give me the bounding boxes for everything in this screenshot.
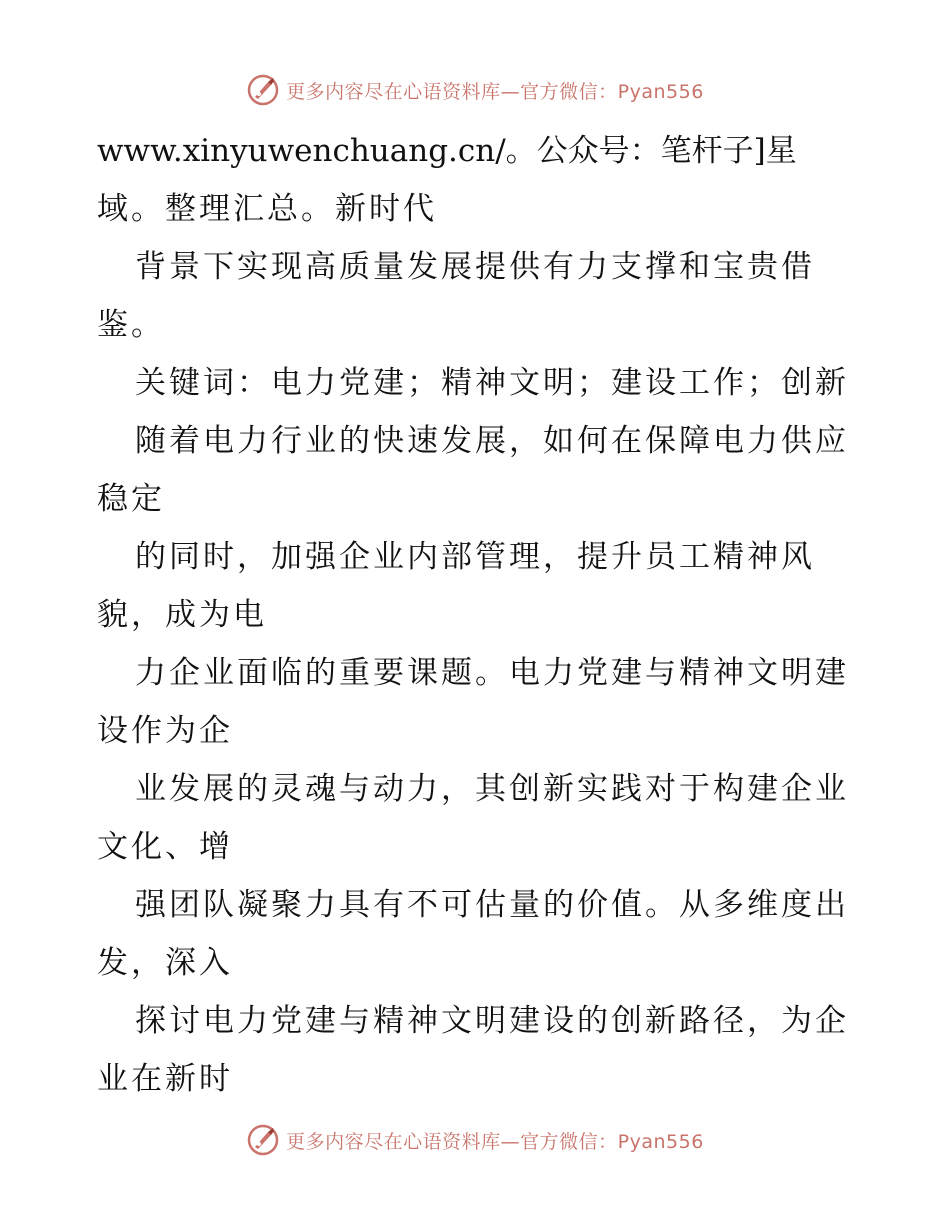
keywords-line: 关键词：电力党建；精神文明；建设工作；创新	[135, 365, 849, 401]
text-line: 的同时，加强企业内部管理，提升员工精神风	[135, 539, 815, 575]
footer-banner-text: 更多内容尽在心语资料库—官方微信：Pyan556	[286, 1130, 704, 1153]
header-banner-text: 更多内容尽在心语资料库—官方微信：Pyan556	[286, 80, 704, 103]
text-line: 力企业面临的重要课题。电力党建与精神文明建	[135, 655, 849, 691]
text-line: 文化、增	[97, 829, 233, 865]
document-body	[97, 122, 887, 1108]
text-line: 探讨电力党建与精神文明建设的创新路径，为企	[135, 1003, 849, 1039]
footer-banner	[0, 1120, 950, 1160]
text-line: 业在新时	[97, 1061, 233, 1097]
text-line: 鉴。	[97, 307, 165, 343]
text-line: 貌，成为电	[97, 597, 267, 633]
text-line: www.xinyuwenchuang.cn/。公众号：笔杆子]星	[97, 133, 797, 169]
text-line: 域。整理汇总。新时代	[97, 191, 437, 227]
text-line: 随着电力行业的快速发展，如何在保障电力供应	[135, 423, 849, 459]
header-banner	[0, 70, 950, 110]
text-line: 稳定	[97, 481, 165, 517]
text-line: 背景下实现高质量发展提供有力支撑和宝贵借	[135, 249, 815, 285]
text-line: 设作为企	[97, 713, 233, 749]
quill-seal-icon	[246, 73, 280, 107]
quill-seal-icon	[246, 1123, 280, 1157]
text-line: 发，深入	[97, 945, 233, 981]
text-line: 强团队凝聚力具有不可估量的价值。从多维度出	[135, 887, 849, 923]
text-line: 业发展的灵魂与动力，其创新实践对于构建企业	[135, 771, 849, 807]
